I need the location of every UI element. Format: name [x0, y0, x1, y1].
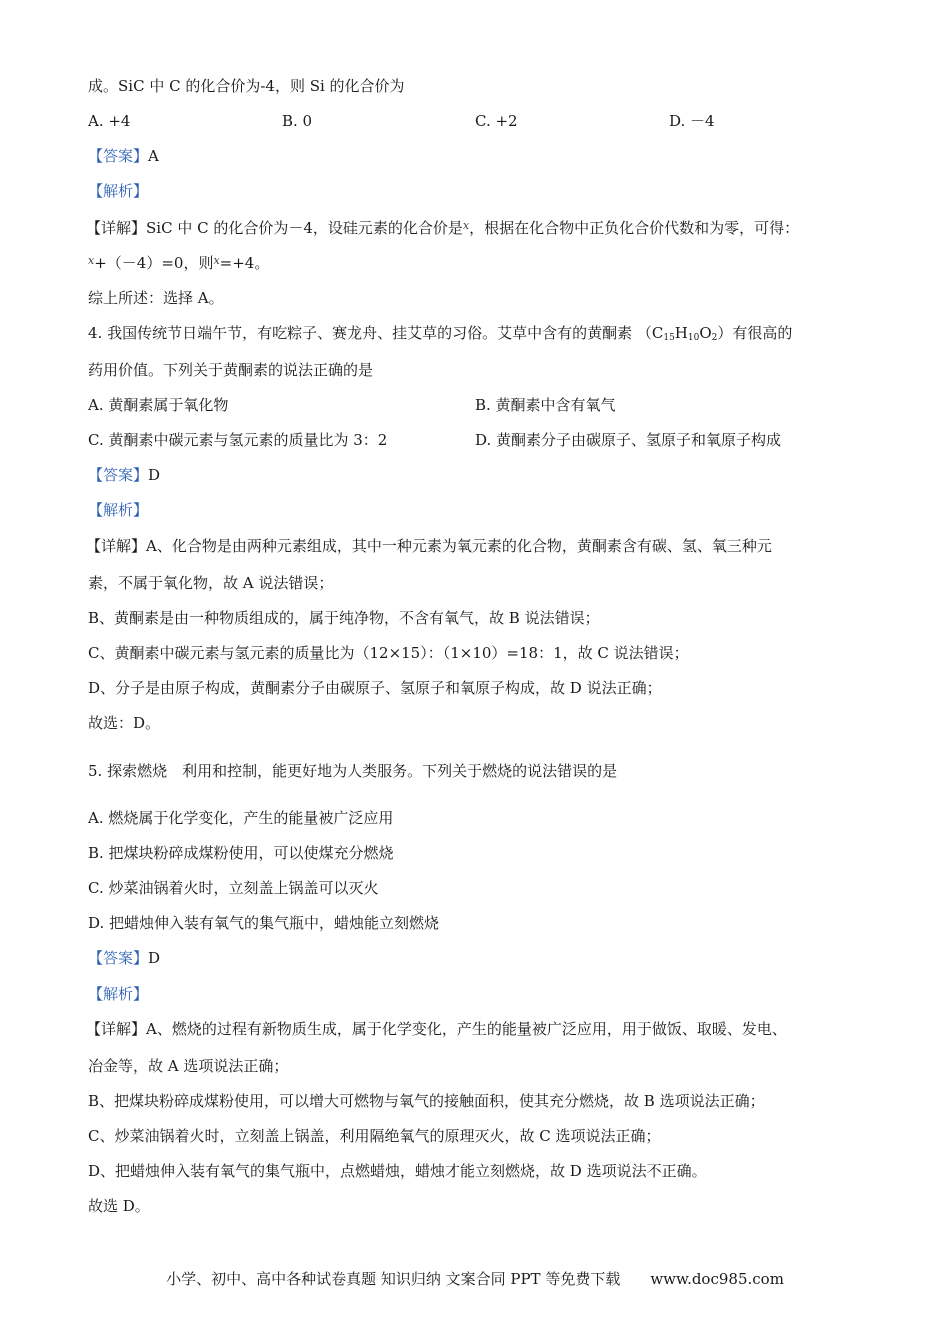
q3-option-b: B. 0: [282, 112, 313, 130]
detail-text: A、燃烧的过程有新物质生成，属于化学变化，产生的能量被广泛应用，用于做饭、取暖、发电、: [146, 1020, 787, 1038]
detail-text: SiC 中 C 的化合价为－4，设硅元素的化合价是: [146, 219, 463, 237]
answer-tag: 【答案】: [88, 949, 149, 967]
answer-value: A: [148, 147, 159, 165]
q4-answer: [88, 465, 160, 485]
formula-o: O: [699, 324, 712, 342]
q4-option-c: C. 黄酮素中碳元素与氢元素的质量比为 3：2: [88, 431, 388, 449]
stem-text: ）有很高的: [717, 324, 793, 342]
q5-detail-line-5: D、把蜡烛伸入装有氧气的集气瓶中，点燃蜡烛，蜡烛才能立刻燃烧，故 D 选项说法不正确。: [88, 1162, 707, 1180]
q4-option-a: A. 黄酮素属于氧化物: [88, 396, 229, 414]
q3-detail-line-1: [86, 216, 799, 238]
subscript: 2: [711, 333, 718, 343]
q5-stem: 5. 探索燃烧 利用和控制，能更好地为人类服务。下列关于燃烧的说法错误的是: [88, 762, 618, 780]
answer-tag: 【答案】: [88, 147, 149, 165]
detail-text: +（－4）=0，则: [94, 254, 214, 272]
q5-detail-line-2: 冶金等，故 A 选项说法正确；: [88, 1057, 289, 1075]
q5-detail-line-4: C、炒菜油锅着火时，立刻盖上锅盖，利用隔绝氧气的原理灭火，故 C 选项说法正确；: [88, 1127, 661, 1145]
answer-value: D: [148, 949, 161, 967]
subscript: 10: [687, 333, 700, 343]
answer-value: D: [148, 466, 161, 484]
q5-answer: [88, 948, 160, 968]
q4-analysis-tag: 【解析】: [88, 501, 149, 519]
q5-detail-line-6: 故选 D。: [88, 1197, 150, 1215]
detail-text: A、化合物是由两种元素组成，其中一种元素为氧元素的化合物，黄酮素含有碳、氢、氧三种元: [146, 537, 772, 555]
detail-text: ，根据在化合物中正负化合价代数和为零，可得：: [469, 219, 800, 237]
q4-detail-line-5: D、分子是由原子构成，黄酮素分子由碳原子、氢原子和氧原子构成，故 D 说法正确；: [88, 679, 662, 697]
q5-detail-line-3: B、把煤块粉碎成煤粉使用，可以增大可燃物与氧气的接触面积，使其充分燃烧，故 B 选项说法正确；: [88, 1092, 765, 1110]
detail-tag: 【详解】: [86, 537, 147, 555]
q5-option-d: D. 把蜡烛伸入装有氧气的集气瓶中，蜡烛能立刻燃烧: [88, 914, 440, 932]
q4-option-d: D. 黄酮素分子由碳原子、氢原子和氧原子构成: [475, 431, 782, 449]
q4-detail-line-3: B、黄酮素是由一种物质组成的，属于纯净物，不含有氧气，故 B 说法错误；: [88, 609, 600, 627]
variable-x: x: [462, 219, 470, 232]
q4-option-b: B. 黄酮素中含有氧气: [475, 396, 616, 414]
q3-summary: 综上所述：选择 A。: [88, 289, 224, 307]
q3-option-c: C. +2: [475, 112, 518, 130]
q3-detail-line-2: [88, 251, 269, 273]
q5-option-c: C. 炒菜油锅着火时，立刻盖上锅盖可以灭火: [88, 879, 379, 897]
q4-stem-line-2: 药用价值。下列关于黄酮素的说法正确的是: [88, 361, 374, 379]
q5-option-a: A. 燃烧属于化学变化，产生的能量被广泛应用: [88, 809, 394, 827]
q4-stem-line-1: [88, 323, 792, 348]
page-footer: 小学、初中、高中各种试卷真题 知识归纳 文案合同 PPT 等免费下载 www.doc985.com: [166, 1270, 784, 1288]
q5-option-b: B. 把煤块粉碎成煤粉使用，可以使煤充分燃烧: [88, 844, 394, 862]
q4-detail-line-1: [86, 536, 772, 556]
q3-option-a: A. +4: [88, 112, 131, 130]
variable-x: x: [88, 254, 95, 267]
detail-text: =+4。: [219, 254, 270, 272]
q3-analysis-tag: 【解析】: [88, 182, 149, 200]
q4-detail-line-4: C、黄酮素中碳元素与氢元素的质量比为（12×15）：（1×10）=18：1，故 C 说法错误；: [88, 644, 689, 662]
q5-detail-line-1: [86, 1019, 787, 1039]
q3-option-d: D. －4: [669, 112, 715, 130]
q4-detail-line-2: 素，不属于氧化物，故 A 说法错误；: [88, 574, 334, 592]
detail-tag: 【详解】: [86, 1020, 147, 1038]
q4-detail-line-6: 故选：D。: [88, 714, 161, 732]
variable-x: x: [213, 254, 220, 267]
answer-tag: 【答案】: [88, 466, 149, 484]
formula-h: H: [674, 324, 688, 342]
q3-answer: [88, 146, 159, 166]
q5-analysis-tag: 【解析】: [88, 985, 149, 1003]
stem-text: 4. 我国传统节日端午节，有吃粽子、赛龙舟、挂艾草的习俗。艾草中含有的黄酮素 （C: [88, 324, 664, 342]
q3-stem: 成。SiC 中 C 的化合价为-4，则 Si 的化合价为: [88, 77, 405, 95]
subscript: 15: [663, 333, 675, 343]
detail-tag: 【详解】: [86, 219, 147, 237]
